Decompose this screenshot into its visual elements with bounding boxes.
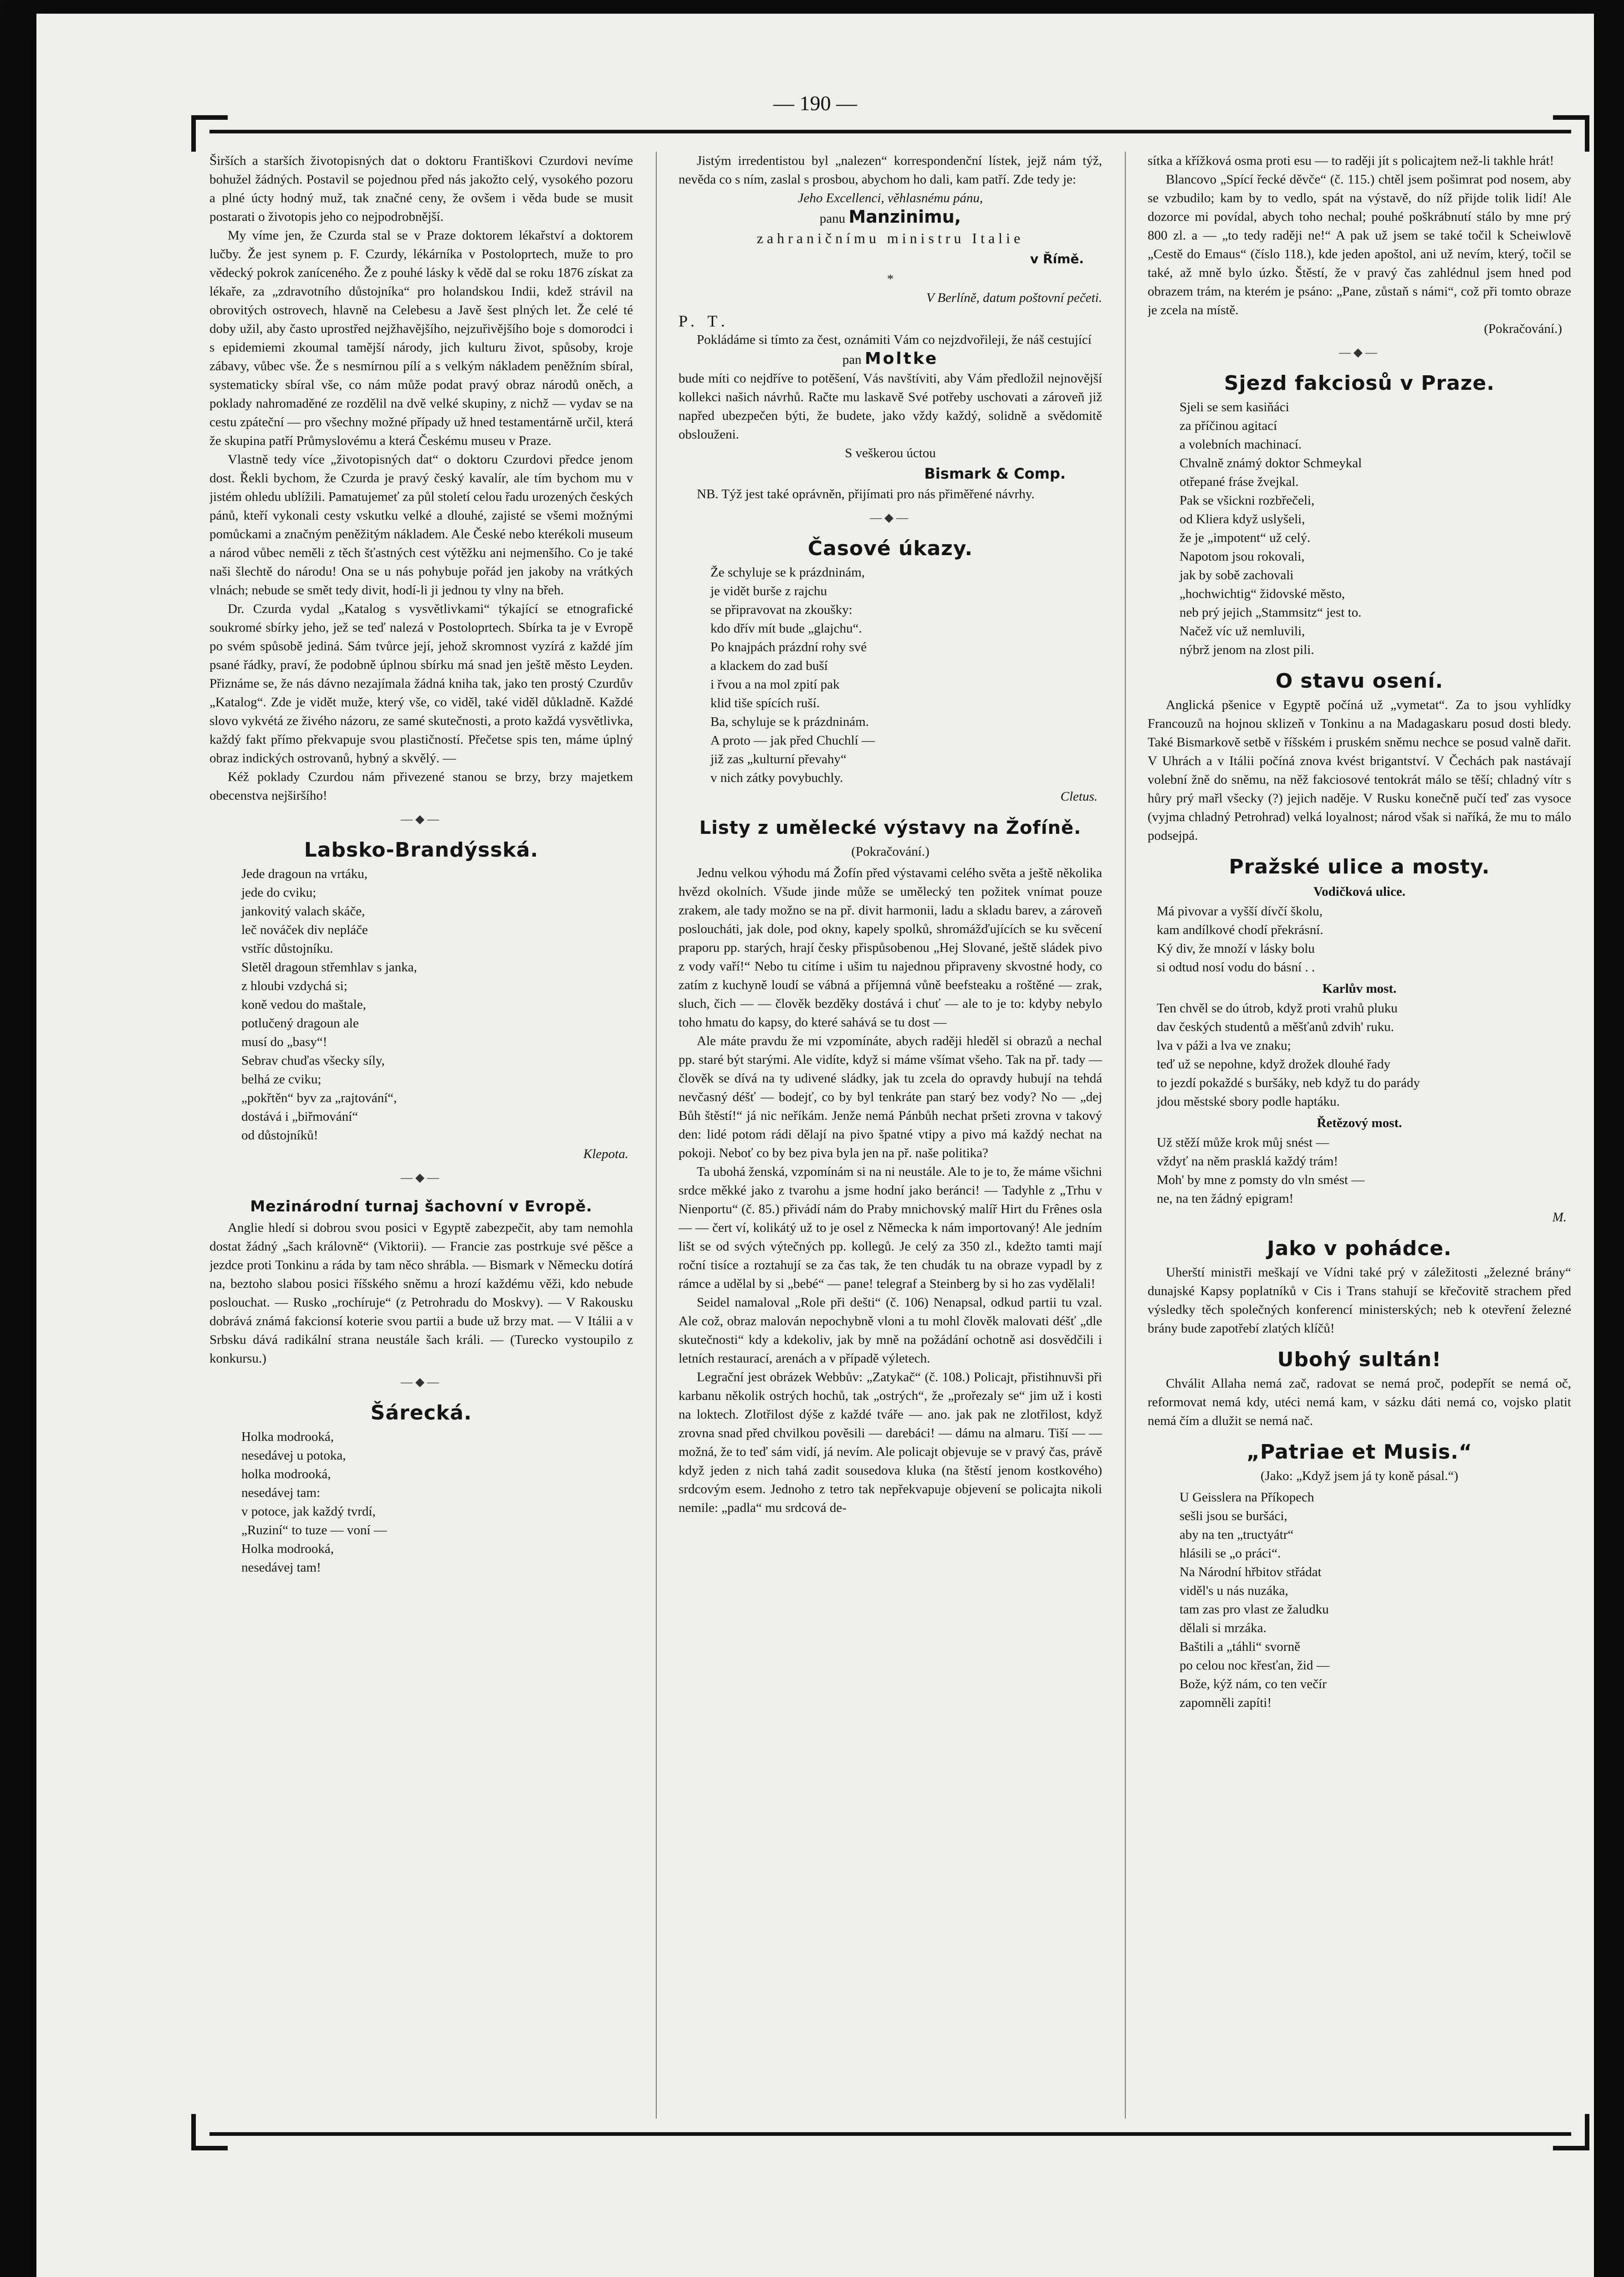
article-paragraph: Uherští ministři meškají ve Vídni také prý v záležitosti „železné brány“ dunajské Kapsy poplatníků v Cis i Trans stahují se křečovitě strachem před výsledky těch společných konferencí ministerských; neb k otevření železné brány bude zapotřebí zlatých klíčů! xyxy=(1148,1265,1571,1336)
corner-ornament xyxy=(1553,2114,1589,2150)
article-paragraph: sítka a křížková osma proti esu — to raději jít s policajtem než-li takhle hrát! xyxy=(1148,153,1554,168)
article-paragraph: Ta ubohá ženská, vzpomínám si na ni neustále. Ale to je to, že máme všichni srdce měkké jako z tvarohu a jsme hodní jako beránci! — Tadyhle z „Trhu v Nienportu“ (č. 85.) přivádí nám do Praby mnichovský malíř Hirt du Frênes osla — — čert ví, kolikátý už to je osel z Německa k nám importovaný! Ale jedním lišt se od svých výtečných pp. kollegů. Je celý za 350 zl., kdežto tamti mají roční tisíce a roztahují se za čas tak, že ten chudák tu na obraze vypadl by z rámce a udělal by si „bebé“ — pane! telegraf a Steinberg by si ho zas vydělali! xyxy=(679,1164,1102,1291)
corner-ornament xyxy=(191,2114,228,2150)
column-right xyxy=(1148,152,1571,2119)
letter-pt: P. T. xyxy=(679,312,730,330)
letter-company: Bismark & Comp. xyxy=(924,465,1066,482)
section-subtitle: (Jako: „Když jsem já ty koně pásal.“) xyxy=(1260,1469,1459,1483)
section-heading: „Patriae et Musis.“ xyxy=(1246,1440,1472,1464)
article-paragraph: Legrační jest obrázek Webbův: „Zatykač“ (č. 108.) Policajt, přistihnuvši při karbanu několik ostrých hochů, tak „ostrých“, že „prořezaly se“ jim už i kosti na loktech. Zlotřilost dýše z každé tváře — ano. jak pak ne zlotřilost, když zrovna snad před chvilkou pověsili — darebáci! — dámu na almaru. Tiší — — možná, že to teď sám vidí, já nevím. Ale policajt objevuje se v pravý čas, právě když jeden z nich tahá zadit sousedova kluka (na štěstí jenom kostkového) srdcovým esem. Jednoho z tetro tak nepřekvapuje objevení se policajta nikoli nemile: „padla“ mu srdcová de- xyxy=(679,1370,1102,1515)
section-heading: Labsko-Brandýsská. xyxy=(304,838,539,862)
article-paragraph: Blancovo „Spící řecké děvče“ (č. 115.) chtěl jsem pošimrat pod nosem, aby se vzbudilo; kam by to vedlo, spát na výstavě, do níž přijde tolik lidí! Ale dozorce mi povídal, abych toho nechal; pouhé poškrábnutí stálo by mne prý 800 zl. a — „to tedy raději ne!“ A pak už jsem se také točil k Scheiwlově „Cestě do Emaus“ (číslo 118.), kde jeden apoštol, ani už nevím, který, točil se také, až mně bylo úzko. Štěstí, že v pravý čas zahlédnul jsem hned pod obrazem trám, na kterém je psáno: „Pane, zůstaň s námi“, což při tomto obraze je zcela na místě. xyxy=(1148,172,1571,317)
article-paragraph: My víme jen, že Czurda stal se v Praze doktorem lékařství a doktorem lučby. Že jest synem p. F. Czurdy, lékárníka v Postoloprtech, muže to pro vědecký pokrok zaníceného. Že z pouhé lásky k vědě dal se roku 1876 získat za lékaře, za „zdravotního důstojníka“ pro holandskou Indii, kdež strávil na obrovitých ostrovech, hlavně na Celebesu a Javě šest plných let. Že celé té doby užil, aby často uprostřed nejžhavějšího, nejzuřivějšího boje s domorodci i s epidemiemi zkoumal tamější národy, jich kulturu život, spůsoby, kroje zábavy, vůbec vše. Že s nesmírnou pílí a s velkým nákladem peněžním sbíral, systematicky sbíral vše, co nám může podat pravý obraz národů oněch, a poklady nahromaděné ze rozdělil na dvě velké skupiny, z nichž — vydav se na cestu zpáteční — pro všechny možné případy už hned testamentárně určil, která že skupina patří Průmyslovému a která Českému museu v Praze. xyxy=(209,228,633,448)
poem: Ten chvěl se do útrob, když proti vrahů pluku dav českých studentů a měšťanů zdvih' ruku. lva v páži a lva ve znaku; teď už se nepohne, když drožek dlouhé řady to jezdí pokaždé s buršáky, neb když tu do parády jdou městské sbory podle haptáku. xyxy=(1157,1001,1420,1109)
corner-ornament xyxy=(191,115,228,152)
section-heading: Ubohý sultán! xyxy=(1277,1348,1442,1371)
article-paragraph: Seidel namaloval „Role při dešti“ (č. 106) Nenapsal, odkud partii tu vzal. Ale což, obraz malován nepochybně vloni a tu mohl člověk malovati déšť „dle skutečnosti“ kdy a kdekoliv, jak by mně na požádání ochotně asi dosvědčili i letních restaurací, arenách a v případě výletech. xyxy=(679,1295,1102,1366)
article-paragraph: Pokládáme si tímto za čest, oznámiti Vám co nejzdvořileji, že náš cestující xyxy=(697,332,1092,347)
letter-moltke: Moltke xyxy=(864,349,939,368)
poem: Holka modrooká, nesedávej u potoka, holka modrooká, nesedávej tam: v potoce, jak každý tvrdí, „Ruziní“ to tuze — voní — Holka modrooká, nesedávej tam! xyxy=(241,1430,387,1575)
article-paragraph: Chválit Allaha nemá zač, radovat se nemá proč, podepřít se nemá oč, reformovat nemá kdy, utéci nemá kam, v sázku dáti nemá co, vojsko platit nemá čím a dlužit se nemá nač. xyxy=(1148,1376,1571,1428)
subsection-heading: Vodičková ulice. xyxy=(1313,884,1405,899)
letter-pan: panu xyxy=(819,211,846,226)
section-heading: O stavu osení. xyxy=(1275,669,1444,693)
signature: Klepota. xyxy=(583,1147,628,1161)
letter-pan: pan xyxy=(842,352,862,367)
ornament-separator: —◆— xyxy=(401,1171,442,1184)
poem: U Geisslera na Příkopech sešli jsou se buršáci, aby na ten „tructyátr“ hlásili se „o práci“. Na Národní hřbitov střádat viděl's u nás nuzáka, tam zas pro vlast ze žaludku dělali si mrzáka. Baštili a „táhli“ svorně po celou noc křesťan, žid — Bože, kýž nám, co ten večír zapomněli zapíti! xyxy=(1180,1490,1330,1710)
section-heading: Sjezd fakciosů v Praze. xyxy=(1224,372,1495,395)
poem: Má pivovar a vyšší dívčí školu, kam andílkové chodí překrásní. Ký div, že množí v lásky bolu si odtud nosí vodu do básní . . xyxy=(1157,904,1323,975)
corner-ornament xyxy=(1553,115,1589,152)
poem: Že schyluje se k prázdninám, je vidět burše z rajchu se připravovat na zkoušky: kdo dřív mít bude „glajchu“. Po knajpách prázdní rohy své a klackem do zad buší i řvou a na mol zpití pak klid tiše spících ruší. Ba, schyluje se k prázdninám. A proto — jak před Chuchlí — již zas „kulturní převahy“ v nich zátky povybuchly. xyxy=(710,565,875,785)
section-heading: Šárecká. xyxy=(370,1401,472,1424)
poem: Už stěží může krok můj snést — vždyť na něm prasklá každý trám! Moh' by mne z pomsty do vln smést — ne, na ten žádný epigram! xyxy=(1157,1135,1365,1206)
ornament-separator: —◆— xyxy=(401,812,442,826)
page-number: — 190 — xyxy=(773,92,857,115)
subsection-heading: Karlův most. xyxy=(1322,981,1397,996)
letter-city: v Římě. xyxy=(1030,251,1084,266)
letter-dateline: V Berlíně, datum poštovní pečeti. xyxy=(926,291,1102,305)
page-frame xyxy=(209,130,1571,2136)
article-paragraph: Vlastně tedy více „životopisných dat“ o doktoru Czurdovi předce jenom dost. Řekli bychom, že Czurda je pravý český kavalír, ale tím bychom mu v jistém ohledu ublížili. Pamatujemeť za půl století celou řadu urozených českých pánů, kteří vykonali cesty vskutku velké a dlouhé, zajisté se všemi možnými pomůckami a značným peněžitým nákladem. Ale České nebo kterékoli museum a národ vůbec neměli z těch šťastných cest výtěžku ani nejmenšího. Co je také naši šlechtě do národu! Ona se u nás pohybuje pořád jen jakoby na vrátkých vlnách; nebude se smět tedy divit, hodí-li ji jednou ty vlny na břeh. xyxy=(209,452,633,597)
signature: Cletus. xyxy=(1060,789,1098,804)
article-paragraph: Jednu velkou výhodu má Žofín před výstavami celého světa a ještě několika hvězd okolních. Všude jinde může se umělecký ten požitek vnímat pouze zrakem, ale tady možno se na př. divit harmonii, ladu a skladu barev, a zároveň posloucháti, jak dole, pod okny, kapely spolků, shromážďujících se ku svěcení praporu pp. starých, hrají česky přispůsobenou „Hej Slované, ještě sládek pivo z vody vaří!“ Nebo tu citíme i ušim tu najednou připraveny skvostné hody, co zatím z kuchyně loudí se vábná a příjemná vůně beefsteaku a roštěné — zrak, sluch, čich — — člověk bezděky dostává i chuť — ale to je to: kdyby nebylo toho hmatu do kapsy, do které sahává se tu dost — xyxy=(679,866,1102,1030)
letter-addressee: Manzinimu, xyxy=(848,207,961,227)
section-heading: Pražské ulice a mosty. xyxy=(1229,855,1490,878)
column-middle xyxy=(679,152,1102,2119)
article-paragraph: Širších a starších životopisných dat o doktoru Františkovi Czurdovi nevíme bohužel žádných. Postavil se pojednou před nás jakožto celý, vysokého pozoru a plné úcty hodný muž, tak značné ceny, že ovšem i věda bude se musit postarati o životopis jeho co nejpodrobnější. xyxy=(209,153,633,224)
article-paragraph: Kéž poklady Czurdou nám přivezené stanou se brzy, brzy majetkem obecenstva nejširšího! xyxy=(209,770,633,803)
article-paragraph: Jistým irredentistou byl „nalezen“ korrespondenční lístek, jejž nám týž, nevěda co s ním, zaslal s prosbou, abychom ho dali, kam patří. Zde tedy je: xyxy=(679,153,1102,187)
poem: Jede dragoun na vrtáku, jede do cviku; jankovitý valach skáče, leč nováček div nepláče vstříc důstojníku. Sletěl dragoun střemhlav s janka, z hloubi vzdychá si; koně vedou do maštale, potlučený dragoun ale musí do „basy“! Sebrav chuďas všecky síly, belhá ze cviku; „pokřtěn“ byv za „rajtování“, dostává i „biřmování“ od důstojníků! xyxy=(241,867,417,1143)
star-ornament: * xyxy=(887,272,894,286)
section-heading: Listy z umělecké výstavy na Žofíně. xyxy=(699,817,1082,838)
letter-ministry: zahraničnímu ministru Italie xyxy=(756,230,1024,246)
section-subtitle: (Pokračování.) xyxy=(851,844,929,859)
article-paragraph: bude míti co nejdříve to potěšení, Vás navštíviti, aby Vám předložil nejnovější kollekci našich návrhů. Račte mu laskavě Své potřeby uschovati a zároveň již napřed ubezpečen býti, že budete, jako vždy každý, solidně a svědomitě obslouženi. xyxy=(679,371,1102,442)
ornament-separator: —◆— xyxy=(401,1375,442,1389)
article-paragraph: Anglická pšenice v Egyptě počíná už „vymetat“. Za to jsou vyhlídky Francouzů na hojnou sklizeň v Tonkinu a na Madagaskaru posud dosti bledy. Také Bismarkově setbě v říšském i pruském sněmu nechce se posud valně dařit. V Uhrách a v Itálii počíná znova kvést brigantství. V Čechách pak nastávají volební žně do sněmu, na něž fakciosové tentokrát málo se těší; chladný vítr s hůry prý mařl všecky (?) jejich naděje. V Rusku konečně pučí teď zas vysoce (vyjma chladný Petrohrad) velká loyalnost; národ však si naříká, že mu to málo podsejpá. xyxy=(1148,698,1571,843)
letter-regards: S veškerou úctou xyxy=(845,446,936,460)
letter-salutation: Jeho Excellenci, věhlasnému pánu, xyxy=(797,191,983,205)
continuation-note: (Pokračování.) xyxy=(1484,322,1562,336)
column-rule xyxy=(1125,152,1126,2119)
article-paragraph: Ale máte pravdu že mi vzpomínáte, abych raději hleděl si obrazů a nechal pp. staré být starými. Ale vidíte, když si máme všímat všeho. Tak na př. tady — člověk se dívá na ty udivené sládky, jak tu zcela do opravdy hubují na tehdá nevčasný déšť — bodejť, co by byl tenkráte pan starý bez vody? No — „dej Bůh štěstí!“ já nic neříkám. Jenže nemá Pánbůh nechat pršeti zrovna v takový den: lidé potom rádi dělají na pivo špatné vtipy a pivo má každý nechat na pokoji. Neboť co by bez piva byla jen na př. naše politika? xyxy=(679,1034,1102,1160)
poem: Sjeli se sem kasiňáci za příčinou agitací a volebních machinací. Chvalně známý doktor Schmeykal otřepané fráse žvejkal. Pak se všickni rozbřečeli, od Kliera když uslyšeli, že je „impotent“ už celý. Napotom jsou rokovali, jak by sobě zachovali „hochwichtig“ židovské město, neb prý jejich „Stammsitz“ jest to. Načež víc už nemluvili, nýbrž jenom na zlost pili. xyxy=(1180,400,1362,657)
section-heading: Mezinárodní turnaj šachovní v Evropě. xyxy=(250,1197,592,1215)
article-paragraph: Anglie hledí si dobrou svou posici v Egyptě zabezpečit, aby tam nemohla dostat žádný „šach královně“ (Viktorii). — Francie zas postrkuje své pěšce a jezdce proti Tonkinu a ráda by tam něco shrábla. — Bismark v Německu dotírá na, beztoho slabou posici říšského sněmu a hrozí každému věži, kdo nebude poslouchat. — Rusko „rochíruje“ (z Petrohradu do Moskvy). — V Rakousku dobrává známá fakcionsí koterie svou partii a bude už brzy mat. — V Itálii a v Srbsku dává radikální strana neustále šach králi. — (Turecko vystoupilo z konkursu.) xyxy=(209,1220,633,1366)
signature: M. xyxy=(1552,1210,1567,1225)
article-paragraph: Dr. Czurda vydal „Katalog s vysvětlivkami“ týkající se etnografické soukromé sbírky jeho, jež se teď nalezá v Postoloprtech. Sbírka ta je v Evropě po svém spůsobě jediná. Sám tvůrce její, jehož skromnost vyzírá z každé jím psané řádky, praví, že podobně úplnou sbírku má snad jen ještě město Leyden. Přiznáme se, že nás dávno nezajímala žádná kniha tak, jako ten prostý Czurdův „Katalog“. Zde je vidět muže, který vše, co viděl, také viděl důkladně. Každé slovo vykvétá ze živého názoru, ze samé skutečnosti, a proto každá vysvětlivka, každý fakt přímo překvapuje svou plastičností. Přečetse spis ten, máme úplný obraz indických ostrovanů, hybný a skvělý. — xyxy=(209,602,633,766)
section-heading: Jako v pohádce. xyxy=(1267,1237,1452,1260)
article-paragraph: NB. Týž jest také oprávněn, přijímati pro nás přiměřené návrhy. xyxy=(697,487,1035,501)
newspaper-page xyxy=(36,14,1594,2277)
ornament-separator: —◆— xyxy=(870,511,911,524)
column-left xyxy=(209,152,633,2119)
column-rule xyxy=(656,152,657,2119)
section-heading: Časové úkazy. xyxy=(807,537,973,560)
subsection-heading: Řetězový most. xyxy=(1317,1116,1402,1130)
ornament-separator: —◆— xyxy=(1339,346,1380,359)
